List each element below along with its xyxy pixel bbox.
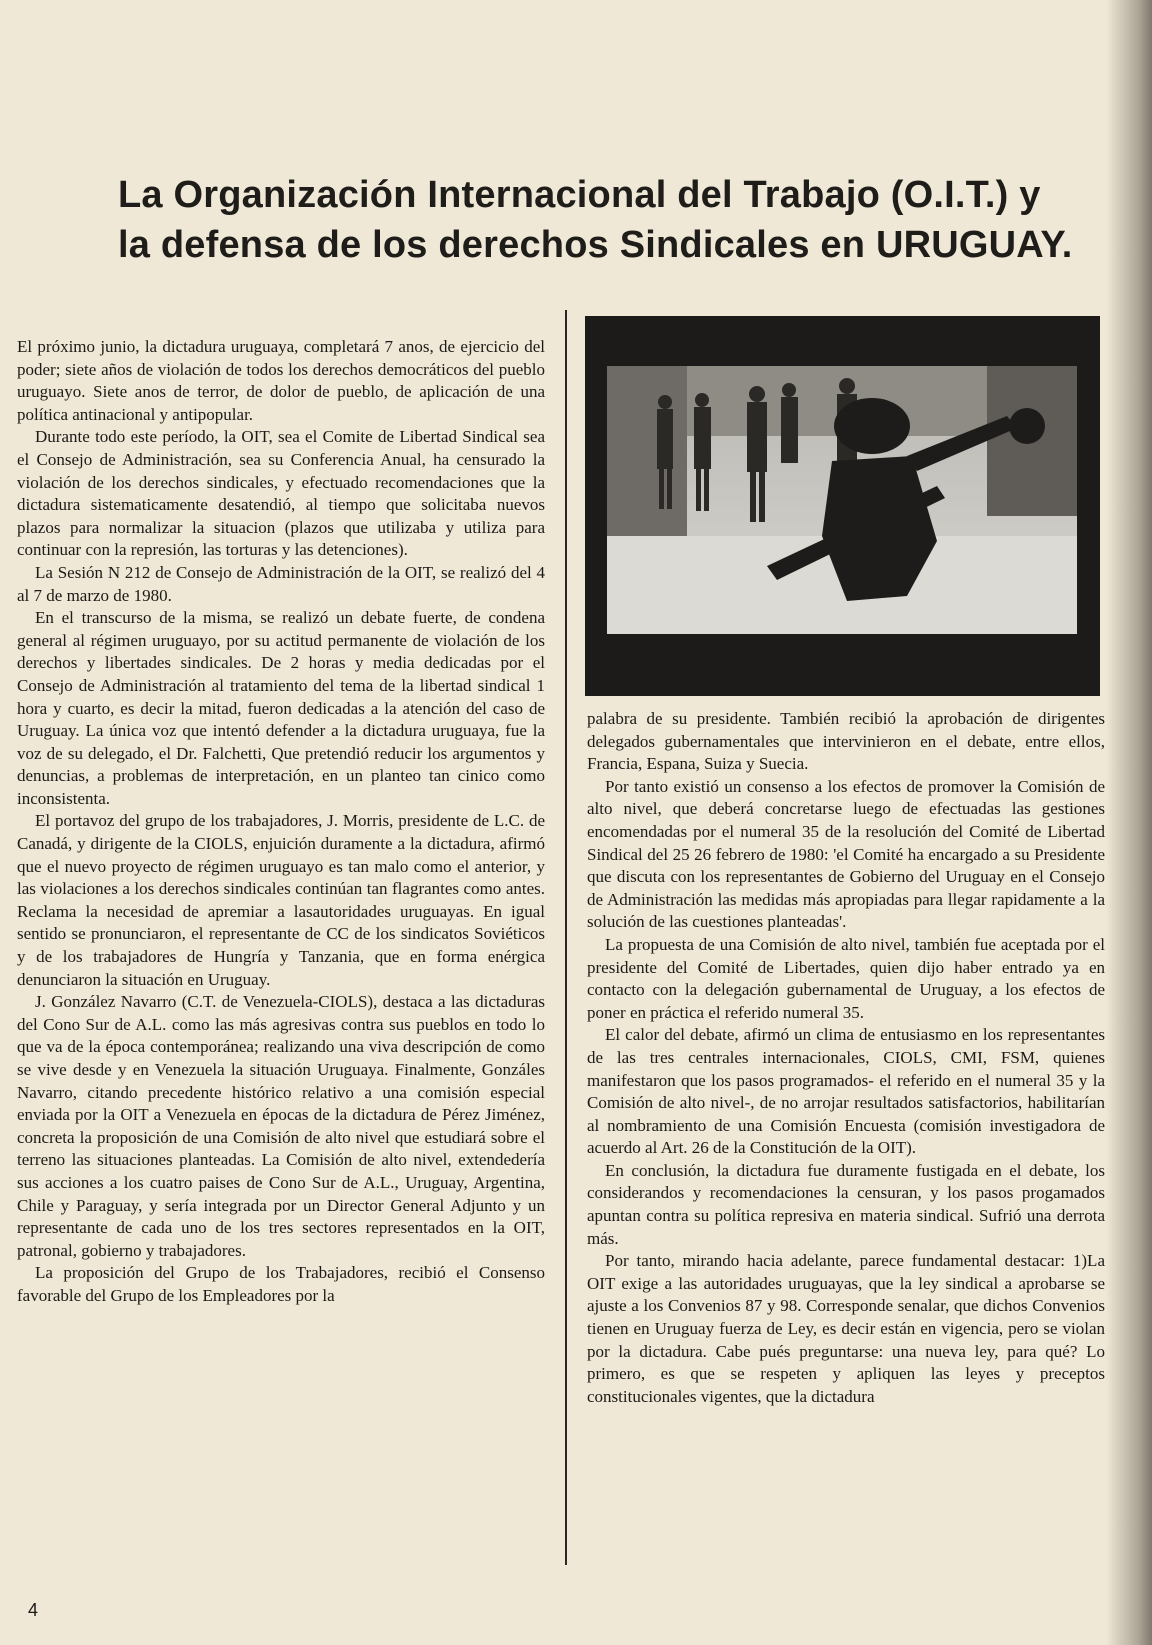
paragraph: En conclusión, la dictadura fue duramente fustigada en el debate, los considerandos y recomendaciones la censuran, y los pasos progamados apuntan contra su política represiva en materia sindical. Sufrió una derrota más. (587, 1160, 1105, 1248)
right-column (587, 708, 1105, 1408)
paragraph: La Sesión N 212 de Consejo de Administración de la OIT, se realizó del 4 al 7 de marzo de 1980. (17, 562, 545, 605)
photo-image (607, 366, 1077, 634)
paragraph: La propuesta de una Comisión de alto nivel, también fue aceptada por el presidente del Comité de Libertades, quien dijo haber entrado ya en contacto con la delegación gubernamental de Uruguay, a los efectos de poner en práctica el referido numeral 35. (587, 934, 1105, 1022)
paragraph: Durante todo este período, la OIT, sea el Comite de Libertad Sindical sea el Consejo de Administración, sea su Conferencia Anual, ha censurado la violación de los derechos sindicales, y efectuado recomendaciones que la dictadura sistematicamente desatendió, al tiempo que solicitaba nuevos plazos para normalizar la situacion (plazos que utilizaba y utiliza para continuar con la represión, las torturas y las detenciones). (17, 427, 545, 560)
page-number: 4 (28, 1600, 39, 1620)
article-photo (585, 316, 1100, 696)
paragraph: En el transcurso de la misma, se realizó un debate fuerte, de condena general al régimen uruguayo, por su actitud permanente de violación de los derechos y libertades sindicales. De 2 horas y media dedicadas por el Consejo de Administración al tratamiento del tema de la libertad sindical 1 hora y cuarto, es decir la mitad, fueron dedicadas a la atención del caso de Uruguay. La única voz que intentó defender a la dictadura uruguaya, fue la voz de su delegado, el Dr. Falchetti, Que pretendió reducir los argumentos y denuncias, a problemas de interpretación, en un planteo tan cinico como inconsistenta. (17, 608, 545, 808)
title-line-1: La Organización Internacional del Trabajo (O.I.T.) y (118, 174, 1041, 216)
page-edge-shadow (1106, 0, 1152, 1645)
paragraph: Por tanto existió un consenso a los efectos de promover la Comisión de alto nivel, que deberá concretarse luego de efectuadas las gestiones encomendadas por el numeral 35 de la resolución del Comité de Libertad Sindical del 25 26 febrero de 1980: 'el Comité ha encargado a su Presidente que discuta con los representantes de Gobierno del Uruguay en el Consejo de Administración las medidas más apropiadas para llegar rapidamente a la solución de las cuestiones planteadas'. (587, 776, 1105, 932)
paragraph: El calor del debate, afirmó un clima de entusiasmo en los representantes de las tres centrales internacionales, CIOLS, CMI, FSM, quienes manifestaron que los pasos programados- el referido en el numeral 35 y la Comisión de alto nivel-, de no arrojar resultados satisfactorios, habilitarían al nombramiento de una Comisión Encuesta (comisión investigadora de acuerdo al Art. 26 de la Constitución de la OIT). (587, 1025, 1105, 1158)
paragraph: El portavoz del grupo de los trabajadores, J. Morris, presidente de L.C. de Canadá, y dirigente de la CIOLS, enjuición duramente a la dictadura, afirmó que el nuevo proyecto de régimen uruguayo es tan malo como el anterior, y las violaciones a los derechos sindicales continúan tan flagrantes como antes. Reclama la necesidad de apremiar a lasautoridades uruguayas. En igual sentido se pronunciaron, el representante de CC de los sindicatos Soviéticos y de los trabajadores de Hungría y Tanzania, que en forma enérgica denunciaron la situación en Uruguay. (17, 811, 545, 989)
paragraph: La proposición del Grupo de los Trabajadores, recibió el Consenso favorable del Grupo de los Empleadores por la (17, 1263, 545, 1305)
left-column (17, 336, 545, 1308)
article-title (118, 170, 1073, 270)
paragraph: palabra de su presidente. También recibió la aprobación de dirigentes delegados gubernamentales que intervinieron en el debate, entre ellos, Francia, Espana, Suiza y Suecia. (587, 709, 1105, 774)
photo-soldiers-illustration (607, 366, 1077, 634)
paragraph: Por tanto, mirando hacia adelante, parece fundamental destacar: 1)La OIT exige a las autoridades uruguayas, que la ley sindical a aprobarse se ajuste a los Convenios 87 y 98. Corresponde senalar, que dichos Convenios tienen en Uruguay fuerza de Ley, es decir están en vigencia, pero se violan por la dictadura. Cabe pués preguntarse: una nueva ley, para qué? Lo primero, es que se respeten y apliquen las leyes y preceptos constitucionales vigentes, que la dictadura (587, 1251, 1105, 1406)
title-line-2: la defensa de los derechos Sindicales en URUGUAY. (118, 224, 1073, 266)
column-divider (565, 310, 567, 1565)
paragraph: El próximo junio, la dictadura uruguaya, completará 7 anos, de ejercicio del poder; siete años de violación de todos los derechos democráticos del pueblo uruguayo. Siete anos de terror, de dolor de pueblo, de aplicación de una política antinacional y antipopular. (17, 337, 545, 424)
paragraph: J. González Navarro (C.T. de Venezuela-CIOLS), destaca a las dictaduras del Cono Sur de A.L. como las más agresivas contra sus pueblos en todo lo que va de la época contemporánea; realizando una viva descripción de como se vive desde y en Venezuela la situación Uruguaya. Finalmente, Gonzáles Navarro, citando precedente histórico relativo a una comisión especial enviada por la OIT a Venezuela en épocas de la dictadura de Pérez Jiménez, concreta la proposición de una Comisión de alto nivel que estudiará sobre el terreno las situaciones planteadas. La Comisión de alto nivel, extendedería sus acciones a los cuatro paises de Cono Sur de A.L., Uruguay, Argentina, Chile y Paraguay, y sería integrada por un Director General Adjunto y un representante de cada uno de los tres sectores representados en la OIT, patronal, gobierno y trabajadores. (17, 992, 545, 1260)
